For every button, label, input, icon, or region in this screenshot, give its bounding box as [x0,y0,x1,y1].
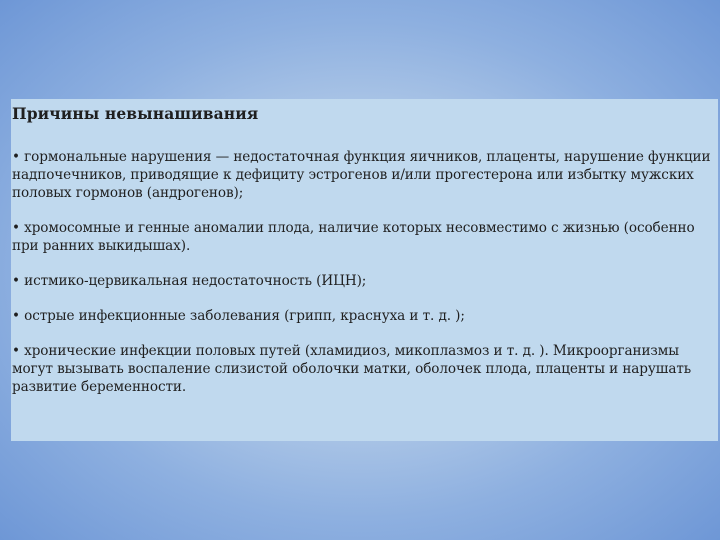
bullet-chronic-infections: • хронические инфекции половых путей (хламидиоз, микоплазмоз и т. д. ). Микроорганизмы могут вызывать воспаление слизистой оболочки матки, оболочек плода, плаценты и нарушать развитие беременности. [12,343,692,395]
bullet-isthmic-cervical: • истмико-цервикальная недостаточность (ИЦН); [12,273,367,289]
content-box [11,99,718,441]
bullet-hormonal: • гормональные нарушения — недостаточная функция яичников, плаценты, нарушение функции надпочечников, приводящие к дефициту эстрогенов и/или прогестерона или избытку мужских половых гормонов (андрогенов); [12,149,711,201]
slide-title: Причины невынашивания [12,104,259,123]
bullet-chromosomal: • хромосомные и генные аномалии плода, наличие которых несовместимо с жизнью (особенно при ранних выкидышах). [12,220,695,254]
bullet-acute-infections: • острые инфекционные заболевания (грипп, краснуха и т. д. ); [12,308,465,324]
